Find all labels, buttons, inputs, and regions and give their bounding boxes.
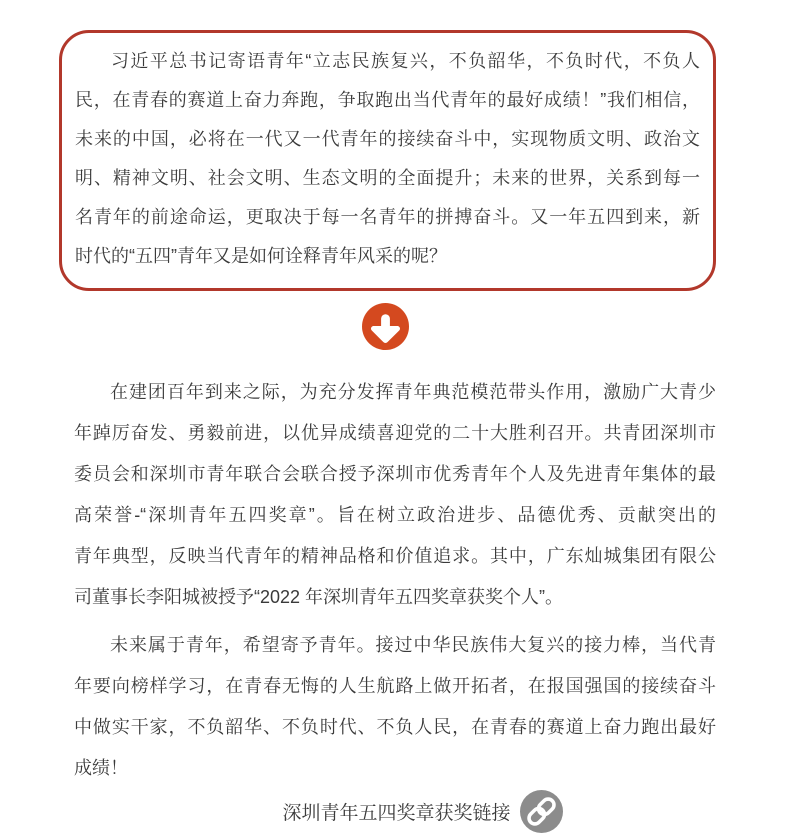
footer-link-label[interactable]: 深圳青年五四奖章获奖链接: [282, 802, 511, 824]
para1-line-1: 在建团百年到来之际，为充分发挥青年典范模范带头作用，激励广大青少: [110, 382, 716, 402]
quote-line-1: 习近平总书记寄语青年“立志民族复兴，不负韶华，不负时代，不负人: [111, 51, 700, 71]
down-arrow-icon: [362, 303, 409, 350]
para1-line-3: 委员会和深圳市青年联合会联合授予深圳市优秀青年个人及先进青年集体的最: [74, 464, 716, 484]
quote-box: [59, 30, 716, 291]
para1-line-5: 青年典型，反映当代青年的精神品格和价值追求。其中，广东灿城集团有限公: [74, 546, 716, 566]
arrow-row: [0, 303, 800, 350]
quote-line-2: 民，在青春的赛道上奋力奔跑，争取跑出当代青年的最好成绩！”我们相信，: [75, 90, 700, 110]
paragraph-2: [74, 625, 716, 789]
para2-line-2: 年要向榜样学习，在青春无悔的人生航路上做开拓者，在报国强国的接续奋斗: [74, 676, 716, 696]
quote-line-4: 明、精神文明、社会文明、生态文明的全面提升；未来的世界，关系到每一: [75, 168, 700, 188]
para2-line-4: 成绩！: [74, 758, 128, 778]
article-body: [74, 372, 716, 789]
quote-line-6: 时代的“五四”青年又是如何诠释青年风采的呢？: [75, 246, 447, 266]
footer-link-row: [0, 789, 800, 833]
para2-line-1: 未来属于青年，希望寄予青年。接过中华民族伟大复兴的接力棒，当代青: [110, 635, 716, 655]
para1-line-2: 年踔厉奋发、勇毅前进，以优异成绩喜迎党的二十大胜利召开。共青团深圳市: [74, 423, 716, 443]
quote-line-5: 名青年的前途命运，更取决于每一名青年的拼搏奋斗。又一年五四到来，新: [75, 207, 700, 227]
link-icon[interactable]: [520, 790, 563, 833]
paragraph-1: [74, 372, 716, 618]
para1-line-6: 司董事长李阳城被授予“2022 年深圳青年五四奖章获奖个人”。: [74, 587, 564, 607]
para1-line-4: 高荣誉-“深圳青年五四奖章”。旨在树立政治进步、品德优秀、贡献突出的: [74, 505, 716, 525]
article-page: [0, 30, 800, 833]
quote-line-3: 未来的中国，必将在一代又一代青年的接续奋斗中，实现物质文明、政治文: [75, 129, 700, 149]
para2-line-3: 中做实干家，不负韶华、不负时代、不负人民，在青春的赛道上奋力跑出最好: [74, 717, 716, 737]
